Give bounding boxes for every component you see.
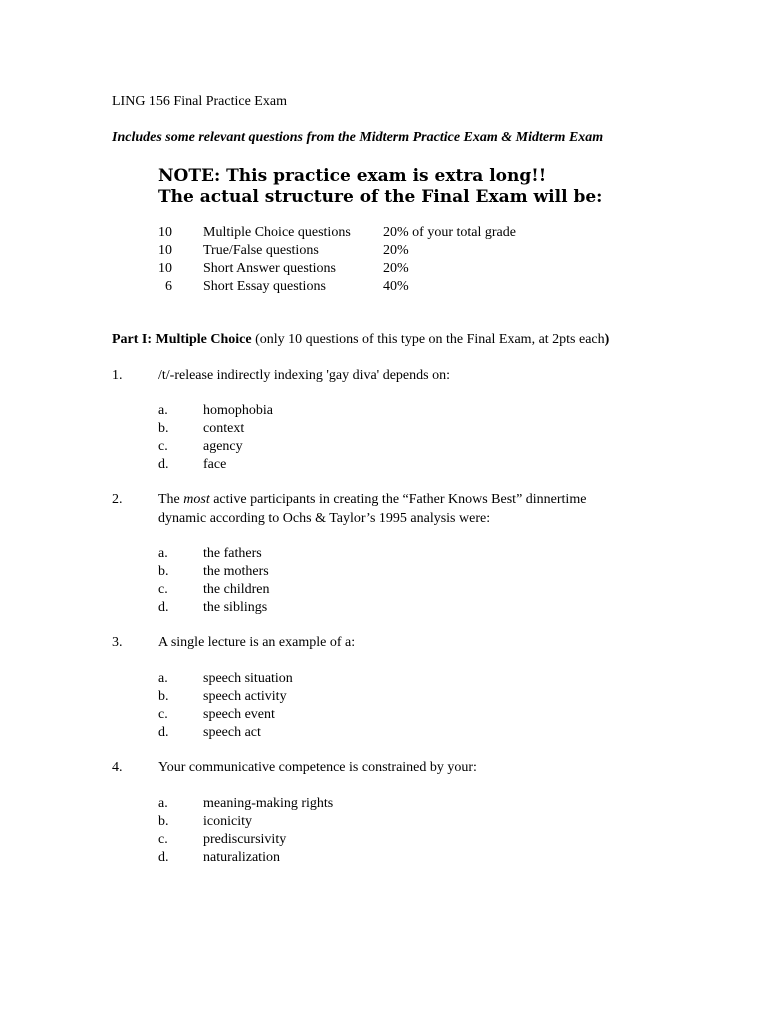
- question-text-pre: The: [158, 492, 184, 507]
- option-text: the children: [203, 582, 270, 597]
- option-letter: b.: [158, 564, 169, 579]
- question-number: 4.: [112, 760, 123, 775]
- option-text: speech activity: [203, 689, 287, 704]
- structure-weight: 20%: [383, 261, 409, 276]
- option-text: agency: [203, 439, 243, 454]
- question-text: [158, 492, 586, 508]
- structure-weight: 40%: [383, 279, 409, 294]
- exam-subtitle: Includes some relevant questions from the Midterm Practice Exam & Midterm Exam: [112, 130, 604, 145]
- option-letter: b.: [158, 689, 169, 704]
- part1-note: (only 10 questions of this type on the Final Exam, at 2pts each: [255, 332, 605, 347]
- option-letter: d.: [158, 850, 169, 865]
- option-letter: d.: [158, 457, 169, 472]
- option-text: iconicity: [203, 814, 252, 829]
- option-letter: c.: [158, 832, 168, 847]
- option-letter: a.: [158, 546, 168, 561]
- note-line-2: The actual structure of the Final Exam will be:: [158, 187, 603, 207]
- option-text: naturalization: [203, 850, 280, 865]
- option-text: meaning-making rights: [203, 796, 334, 811]
- structure-type: Multiple Choice questions: [203, 225, 351, 240]
- option-letter: b.: [158, 421, 169, 436]
- option-letter: c.: [158, 582, 168, 597]
- option-text: speech event: [203, 707, 275, 722]
- structure-count: 10: [158, 225, 172, 240]
- option-text: speech act: [203, 725, 261, 740]
- option-letter: d.: [158, 600, 169, 615]
- option-text: the fathers: [203, 546, 262, 561]
- structure-weight: 20% of your total grade: [383, 225, 516, 240]
- part1-label: Part I:: [112, 332, 153, 347]
- option-text: the siblings: [203, 600, 268, 615]
- option-letter: a.: [158, 671, 168, 686]
- option-letter: c.: [158, 439, 168, 454]
- option-text: prediscursivity: [203, 832, 287, 847]
- structure-count: 10: [158, 243, 172, 258]
- option-text: the mothers: [203, 564, 269, 579]
- part1-title: Multiple Choice: [155, 332, 252, 347]
- option-text: context: [203, 421, 245, 436]
- option-text: face: [203, 457, 227, 472]
- option-letter: b.: [158, 814, 169, 829]
- question-number: 1.: [112, 368, 123, 383]
- question-text: /t/-release indirectly indexing 'gay diva' depends on:: [158, 368, 450, 383]
- exam-title: LING 156 Final Practice Exam: [112, 94, 287, 109]
- option-letter: a.: [158, 403, 168, 418]
- option-text: speech situation: [203, 671, 293, 686]
- option-letter: d.: [158, 725, 169, 740]
- structure-type: Short Essay questions: [203, 279, 326, 294]
- option-letter: c.: [158, 707, 168, 722]
- structure-type: Short Answer questions: [203, 261, 336, 276]
- structure-count: 10: [158, 261, 172, 276]
- question-number: 2.: [112, 492, 123, 507]
- question-text: Your communicative competence is constrained by your:: [158, 760, 477, 775]
- option-text: homophobia: [203, 403, 273, 418]
- part1-heading: [112, 332, 609, 348]
- note-line-1: NOTE: This practice exam is extra long!!: [158, 166, 547, 186]
- option-letter: a.: [158, 796, 168, 811]
- question-number: 3.: [112, 635, 123, 650]
- structure-type: True/False questions: [203, 243, 319, 258]
- question-text-line-2: dynamic according to Ochs & Taylor’s 1995 analysis were:: [158, 511, 491, 526]
- part1-close-paren: ): [604, 332, 610, 347]
- structure-weight: 20%: [383, 243, 409, 258]
- structure-count: 6: [165, 279, 172, 294]
- question-emphasis: most: [183, 492, 210, 507]
- question-text-post: active participants in creating the “Father Knows Best” dinnertime: [209, 492, 587, 507]
- question-text: A single lecture is an example of a:: [158, 635, 356, 650]
